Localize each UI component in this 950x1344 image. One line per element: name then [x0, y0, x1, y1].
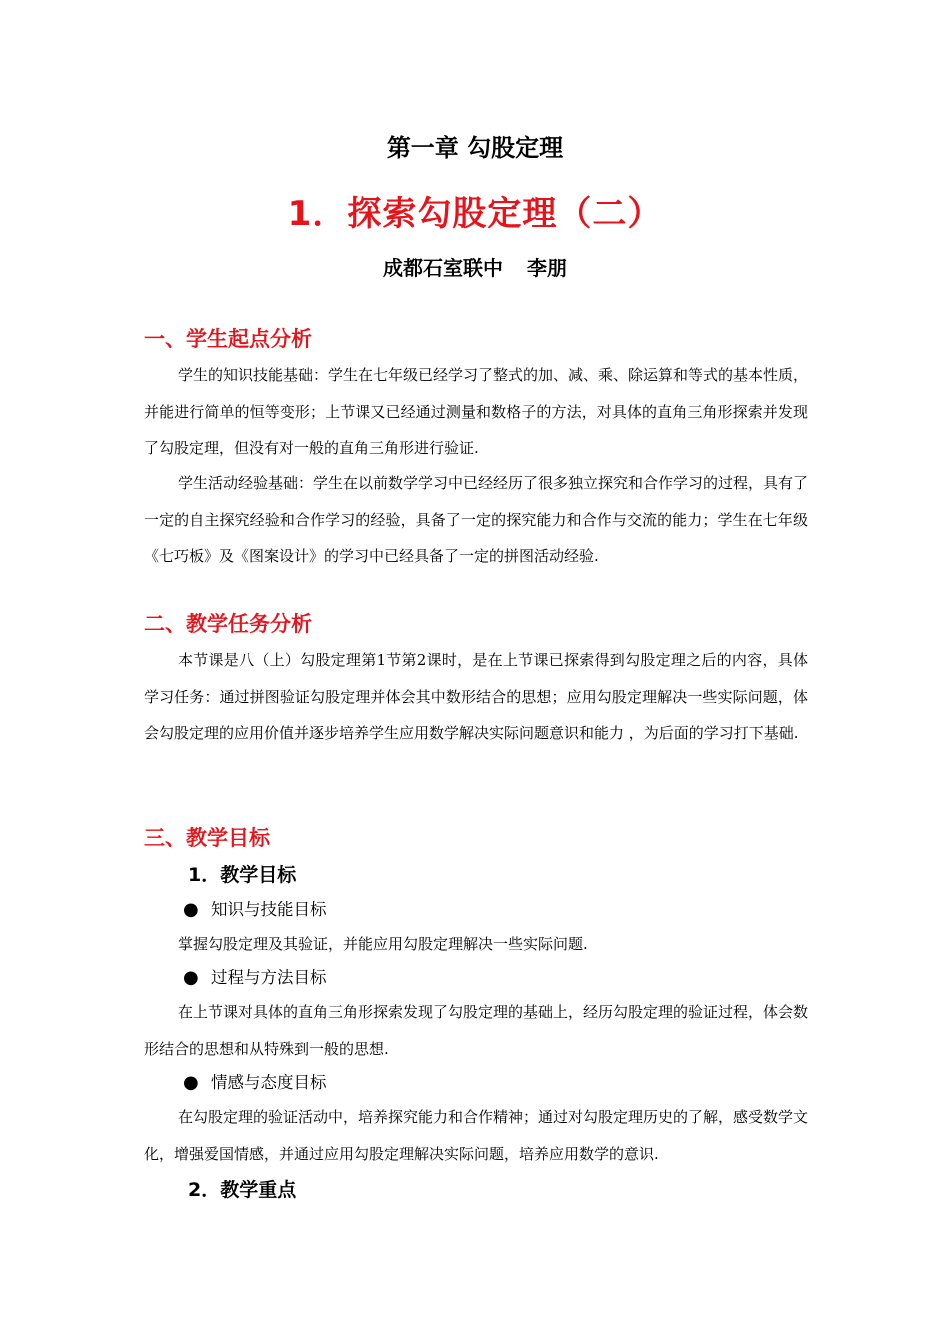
- bullet-emotion-attitude: [183, 1069, 327, 1097]
- bullet-label: 知识与技能目标: [211, 900, 327, 919]
- section-1-paragraph-2: 学生活动经验基础：学生在以前数学学习中已经经历了很多独立探究和合作学习的过程，具有了一定的自主探究经验和合作学习的经验，具备了一定的探究能力和合作与交流的能力；学生在七年级《七巧板》及《图案设计》的学习中已经具备了一定的拼图活动经验.: [144, 474, 809, 565]
- author-name: 李朋: [527, 256, 567, 280]
- process-methods-text: 在上节课对具体的直角三角形探索发现了勾股定理的基础上，经历勾股定理的验证过程，体会数形结合的思想和从特殊到一般的思想.: [144, 1003, 809, 1058]
- bullet-process-methods: [183, 964, 327, 992]
- bullet-icon: ●: [183, 967, 199, 988]
- section-1-paragraph-1: 学生的知识技能基础：学生在七年级已经学习了整式的加、减、乘、除运算和等式的基本性质，并能进行简单的恒等变形；上节课又已经通过测量和数格子的方法，对具体的直角三角形探索并发现了勾股定理，但没有对一般的直角三角形进行验证.: [144, 366, 809, 457]
- chapter-title: 第一章 勾股定理: [386, 134, 564, 162]
- emotion-attitude-text: 在勾股定理的验证活动中，培养探究能力和合作精神；通过对勾股定理历史的了解，感受数学文化，增强爱国情感，并通过应用勾股定理解决实际问题，培养应用数学的意识.: [144, 1108, 809, 1163]
- bullet-label: 情感与态度目标: [211, 1073, 327, 1092]
- bullet-knowledge-skills: [183, 896, 327, 924]
- author-line: [0, 252, 950, 284]
- bullet-icon: ●: [183, 899, 199, 920]
- section-2-paragraph-1: 本节课是八（上）勾股定理第1节第2课时，是在上节课已探索得到勾股定理之后的内容，具体学习任务：通过拼图验证勾股定理并体会其中数形结合的思想；应用勾股定理解决一些实际问题，体会勾股定理的应用价值并逐步培养学生应用数学解决实际问题意识和能力 ，为后面的学习打下基础.: [144, 651, 808, 742]
- knowledge-skills-text: 掌握勾股定理及其验证，并能应用勾股定理解决一些实际问题.: [178, 935, 588, 953]
- section-title-2: 二、教学任务分析: [144, 612, 312, 636]
- bullet-icon: ●: [183, 1072, 199, 1093]
- section-title-3: 三、教学目标: [144, 826, 270, 850]
- subheading-teaching-focus: 2．教学重点: [188, 1179, 297, 1201]
- section-title-1: 一、学生起点分析: [144, 327, 312, 351]
- bullet-label: 过程与方法目标: [211, 968, 327, 987]
- school-name: 成都石室联中: [383, 256, 503, 280]
- lesson-title: 1．探索勾股定理（二）: [287, 194, 663, 234]
- subheading-teaching-goals: 1．教学目标: [188, 864, 297, 886]
